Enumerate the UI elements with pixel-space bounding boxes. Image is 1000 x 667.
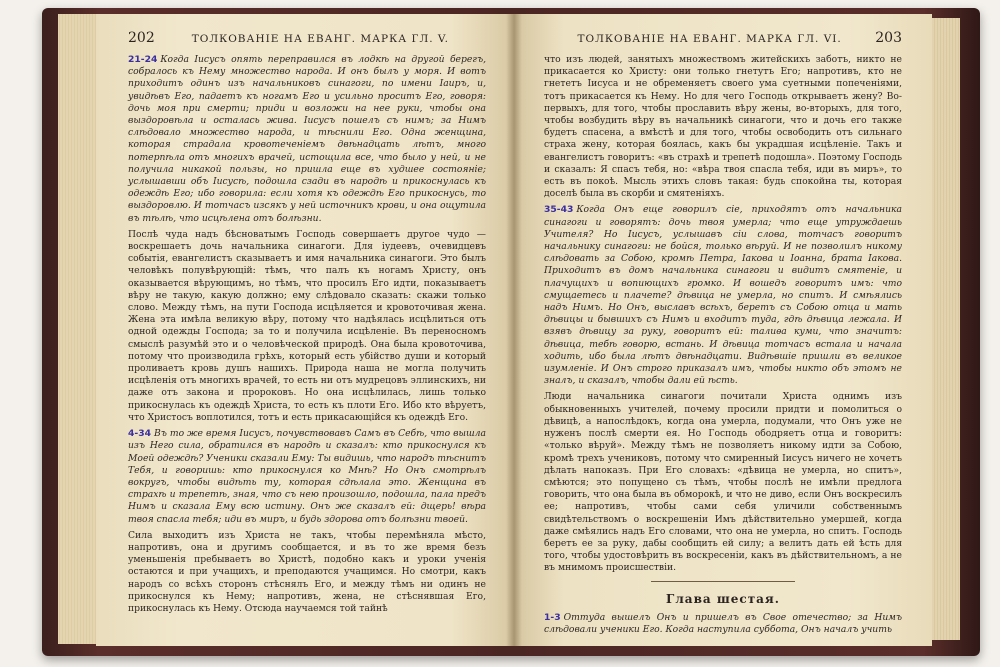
paragraph-text: Въ то же время Іисусъ, почувствовавъ Самъ въ Себѣ, что вышла изъ Него сила, обратился въ народѣ и сказалъ: кто прикоснулся къ Моей одеждѣ? Ученики сказали Ему: Ты видишь, что народъ тѣснитъ Тебя, и говоришь: кто прикоснулся ко Мнѣ? Но Онъ смотрѣлъ вокругъ, чтобы видѣть ту, которая сдѣлала это. Женщина въ страхѣ и трепетѣ, зная, что съ нею произошло, подошла, пала предъ Нимъ и сказала Ему всю истину. Онъ же сказалъ ей: дщерь! вѣра твоя спасла тебя; иди въ миръ, и будь здорова отъ болѣзни твоей. (128, 428, 486, 525)
book-gutter (506, 14, 522, 646)
verse-marker: 1-3 (544, 611, 561, 623)
left-page-header (128, 30, 486, 46)
divider (651, 581, 794, 582)
commentary-paragraph: Послѣ чуда надъ бѣсноватымъ Господь совершаетъ другое чудо — воскрешаетъ дочь начальника синагоги. Для іудеевъ, очевидцевъ событія, евангелистъ сказываетъ и имя начальника синагоги. Это былъ человѣкъ полувѣрующій: тѣмъ, что палъ къ ногамъ Христу, онъ оказывается вѣрующимъ, но тѣмъ, что просилъ Его идти, показываетъ вѣру не такую, какую должно; ему слѣдовало сказать: скажи только слово. Между тѣмъ, на пути Господа исцѣляется и кровоточивая жена. Жена эта имѣла великую вѣру, потому что надѣялась исцѣлиться отъ одной одежды Господа; за то и получила исцѣленіе. Въ переносномъ смыслѣ разумѣй это и о человѣческой природѣ. Она была кровоточива, потому что производила грѣхъ, который есть убійство души и который проливаетъ кровь душъ нашихъ. Природа наша не могла получить исцѣленія отъ многихъ врачей, то есть ни отъ мудрецовъ эллинскихъ, ни даже отъ закона и пророковъ. Но она исцѣлилась, лишь только прикоснулась къ одеждѣ Христа, то есть къ плоти Его. Ибо кто вѣруетъ, что Христосъ воплотился, тотъ и есть прикасающійся къ одеждѣ Его. (128, 228, 486, 423)
commentary-paragraph: что изъ людей, занятыхъ множествомъ житейскихъ заботъ, никто не прикасается ко Христу: они только гнетутъ Его; напротивъ, кто не гнететъ Іисуса и не обременяетъ своего ума суетными попеченіями, тотъ прикасается къ Нему. Но для чего Господь открываетъ жену? Во-первыхъ, для того, чтобы прославить вѣру жены, во-вторыхъ, для того, чтобы возбудить вѣру въ начальникѣ синагоги, что и дочь его также будетъ спасена, а вмѣстѣ и для того, чтобы освободить отъ сильнаго страха жену, которая боялась, какъ бы украдшая исцѣленіе. Такъ и евангелистъ говоритъ: «въ страхѣ и трепетѣ подошла». Поэтому Господь и сказалъ: Я спасъ тебя, но: «вѣра твоя спасла тебя, иди въ миръ», то есть въ покоѣ. Мысль этихъ словъ такая: будь спокойна ты, которая доселѣ была въ скорби и смятеніяхъ. (544, 54, 902, 200)
commentary-paragraph: Люди начальника синагоги почитали Христа однимъ изъ обыкновенныхъ учителей, почему просили придти и помолиться о дѣвицѣ, а напослѣдокъ, когда она умерла, подумали, что Онъ уже не нуженъ послѣ смерти ея. Но Господь ободряетъ отца и говоритъ: «только вѣруй». Между тѣмъ не позволяетъ никому идти за Собою, кромѣ трехъ учениковъ, потому что смиренный Іисусъ ничего не хочетъ дѣлать напоказъ. При Его словахъ: «дѣвица не умерла, но спитъ», смѣются; это попущено съ тѣмъ, чтобы послѣ не имѣли предлога говорить, что она была въ обморокѣ, и что не диво, если Онъ воскресилъ ее; напротивъ, чтобы сами себя уличили собственнымъ свидѣтельствомъ о воскрешеніи Имъ дѣйствительно умершей, когда даже смѣялись надъ Его словами, что она не умерла, но спитъ. Господь беретъ ее за руку, дабы сообщить ей силу; а велитъ дать ей ѣсть для того, чтобы удостовѣрить въ воскресеніи, какъ въ дѣйствительномъ, а не въ мнимомъ происшествіи. (544, 391, 902, 574)
running-title: ТОЛКОВАНІЕ НА ЕВАНГ. МАРКА ГЛ. VI. (577, 33, 842, 45)
scripture-passage (128, 428, 486, 526)
right-page-text (544, 54, 902, 636)
scripture-passage (544, 612, 902, 636)
page-edges-right (930, 18, 960, 640)
page-number: 202 (128, 30, 155, 46)
right-page (514, 14, 932, 646)
scripture-passage (128, 54, 486, 225)
scripture-passage (544, 204, 902, 387)
verse-marker: 4-34 (128, 428, 151, 440)
verse-marker: 35-43 (544, 204, 574, 216)
commentary-paragraph: Сила выходитъ изъ Христа не такъ, чтобы перемѣняла мѣсто, напротивъ, она и другимъ сообщается, и въ то же время безъ уменьшенія пребываетъ во Христѣ, подобно какъ и уроки ученія остаются и при учащихъ, и преподаются учащимся. Но смотри, какъ народъ со всѣхъ сторонъ стѣснялъ Его, и между тѣмъ ни одинъ не прикоснулся къ Нему; напротивъ, жена, не стѣснявшая Его, прикоснулась къ Нему. Отсюда научаемся той тайнѣ (128, 529, 486, 614)
left-page (96, 14, 514, 646)
page-number: 203 (875, 30, 902, 46)
right-page-header (544, 30, 902, 46)
left-page-text (128, 54, 486, 615)
chapter-heading: Глава шестая. (666, 591, 780, 606)
running-title: ТОЛКОВАНІЕ НА ЕВАНГ. МАРКА ГЛ. V. (191, 33, 450, 45)
paragraph-text: Оттуда вышелъ Онъ и пришелъ въ Свое отечество; за Нимъ слѣдовали ученики Его. Когда наступила суббота, Онъ началъ учить (544, 611, 902, 635)
page-edges-left (58, 14, 98, 644)
paragraph-text: Когда Онъ еще говорилъ сіе, приходятъ отъ начальника синагоги и говорятъ: дочь твоя умерла; что еще утруждаешь Учителя? Но Іисусъ, услышавъ сіи слова, тотчасъ говоритъ начальнику синагоги: не бойся, только вѣруй. И не позволилъ никому слѣдовать за Собою, кромѣ Петра, Іакова и Іоанна, брата Іакова. Приходитъ въ домъ начальника синагоги и видитъ смятеніе, и плачущихъ и вопиющихъ громко. И вошедъ говоритъ имъ: что смущаетесь и плачете? дѣвица не умерла, но спитъ. И смѣялись надъ Нимъ. Но Онъ, выславъ всѣхъ, беретъ съ Собою отца и мать дѣвицы и бывшихъ съ Нимъ и входитъ туда, гдѣ дѣвица лежала. И взявъ дѣвицу за руку, говоритъ ей: талиѳа куми, что значитъ: дѣвица, тебѣ говорю, встань. И дѣвица тотчасъ встала и начала ходить, ибо была лѣтъ двѣнадцати. Видѣвшіе пришли въ великое изумленіе. И Онъ строго приказалъ имъ, чтобы никто объ этомъ не зналъ, и сказалъ, чтобы дали ей ѣсть. (544, 204, 902, 387)
verse-marker: 21-24 (128, 54, 158, 65)
paragraph-text: Когда Іисусъ опять переправился въ лодкѣ на другой берегъ, собралось къ Нему множество народа. И онъ былъ у моря. И вотъ приходитъ одинъ изъ начальниковъ синагоги, по имени Іаиръ, и, увидѣвъ Его, падаетъ къ ногамъ Его и усильно проситъ Его, говоря: дочь моя при смерти; приди и возложи на нее руки, чтобы она выздоровѣла и осталась жива. Іисусъ пошелъ съ нимъ; за Нимъ слѣдовало множество народа, и тѣснили Его. Одна женщина, которая страдала кровотеченіемъ двѣнадцать лѣтъ, много потерпѣла отъ многихъ врачей, истощила все, что было у ней, и не получила никакой пользы, но пришла еще въ худшее состояніе; услышавши объ Іисусѣ, подошла сзади въ народѣ и прикоснулась къ одеждѣ Его; ибо говорила: если хотя къ одеждѣ Его прикоснусь, то выздоровлю. И тотчасъ изсякъ у ней источникъ крови, и она ощутила въ тѣлѣ, что исцѣлена отъ болѣзни. (128, 54, 486, 224)
